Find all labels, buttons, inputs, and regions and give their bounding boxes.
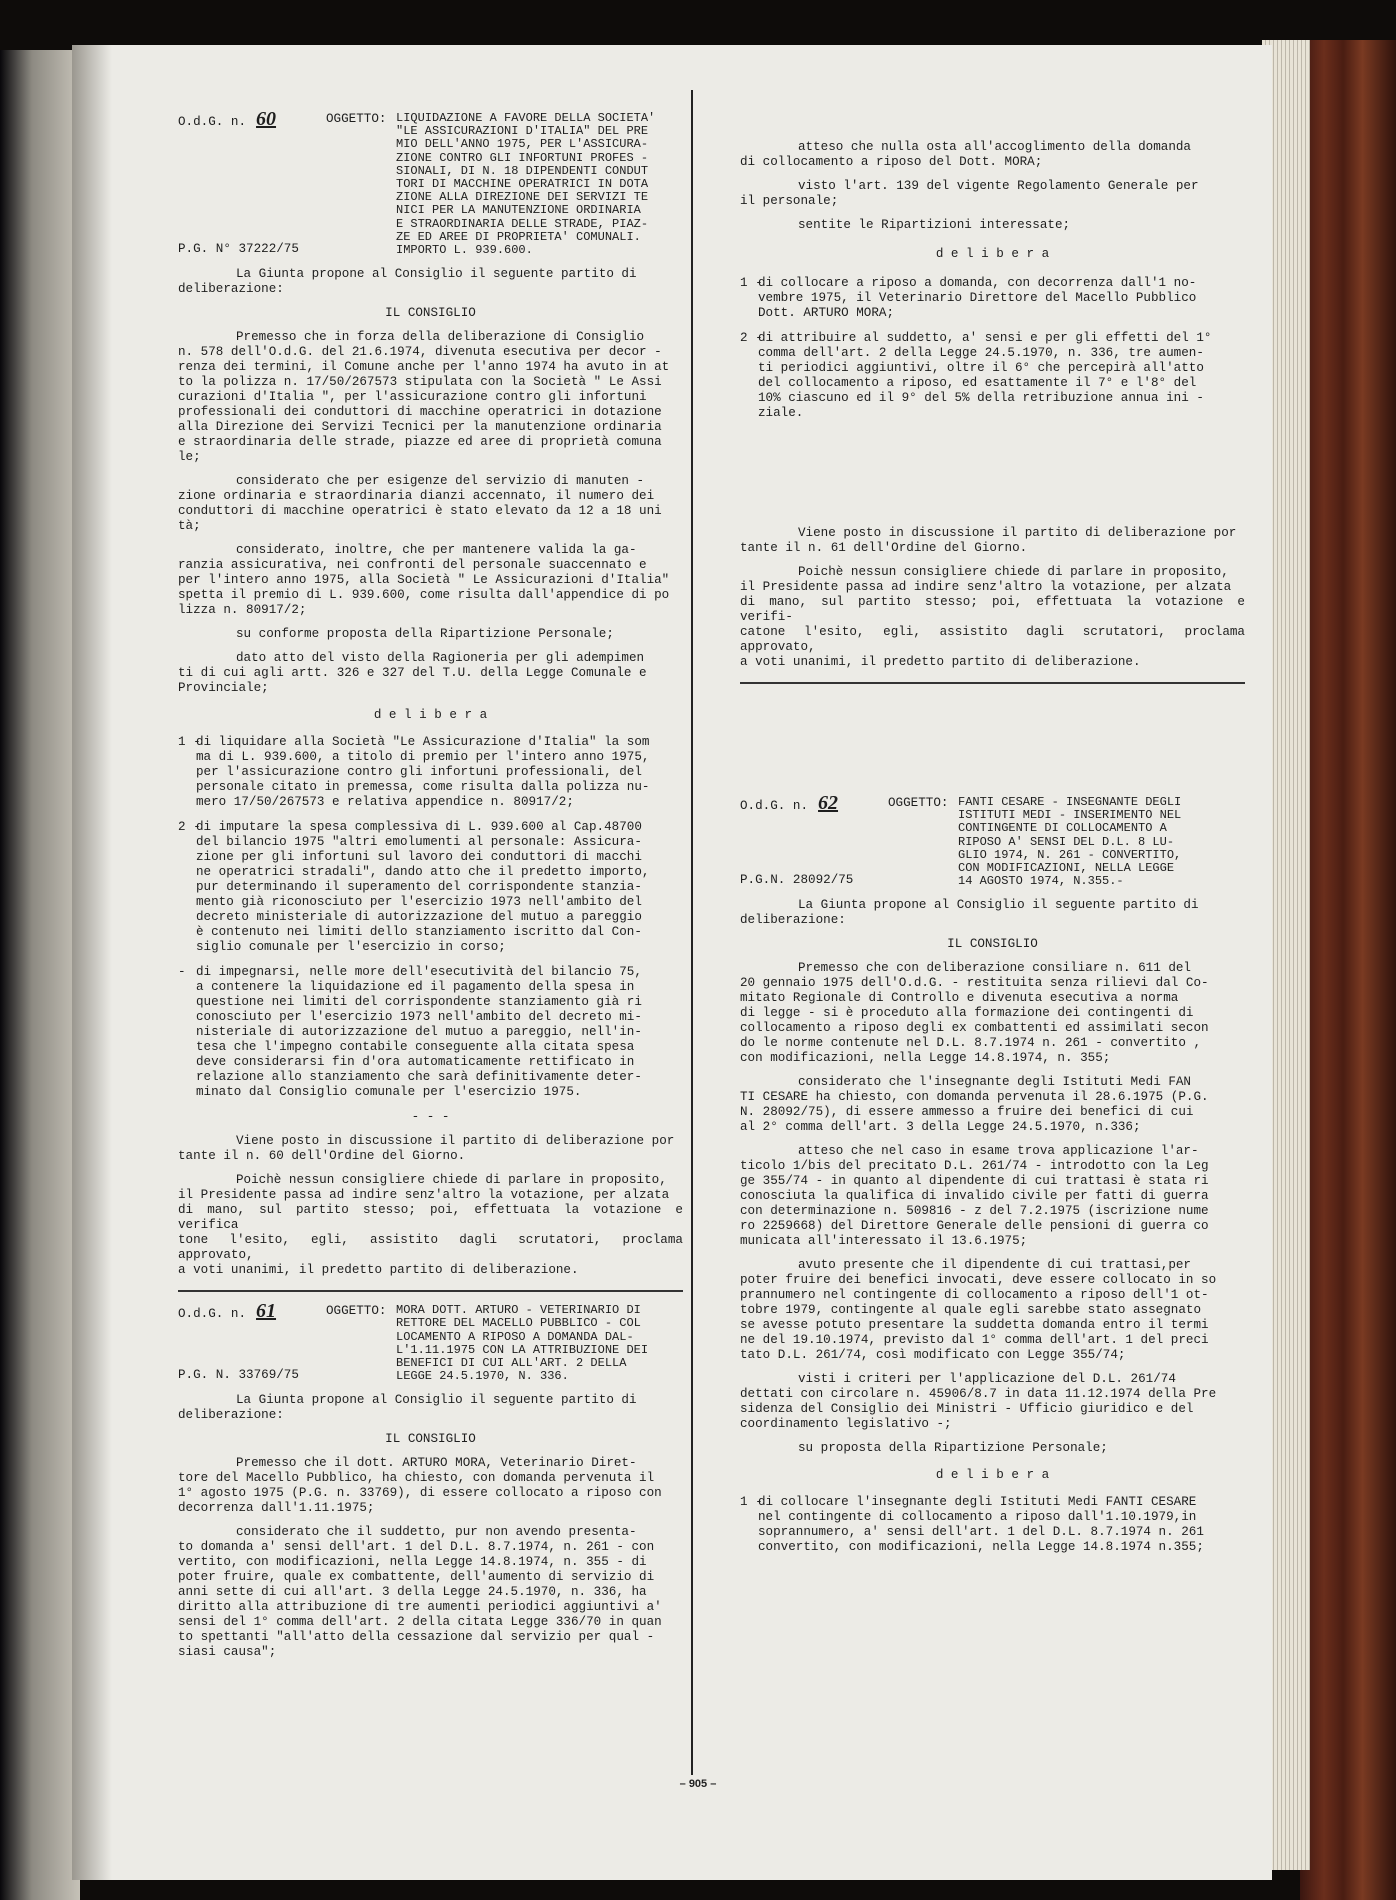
avuto-paragraph: avuto presente che il dipendente di cui trattasi,per poter fruire dei benefici invocati, deve essere collocato in so prannumero nel contingente di collocamento a riposo dell'1 ot- tobre 1979, contingente al quale egli sarebbe stato assegnato se avesse potuto presentare la suddetta domanda entro il termi ne del 19.10.1974, previsto dal 1° comma dell'art. 1 del preci tato D.L. 261/74, così modificato con Legge 355/74; [740, 1258, 1217, 1363]
delibera-point: 1 - di collocare l'insegnante degli Istituti Medi FANTI CESARE nel contingente di collocamento a riposo dall'1.10.1979,in soprannumero, a' sensi dell'art. 1 del D.L. 8.7.1974 n. 261 convertito, con modificazioni, nella Legge 14.8.1974 n.355; [740, 1495, 1204, 1555]
su-conforme-paragraph: su conforme proposta della Ripartizione Personale; [236, 627, 614, 642]
section-rule [740, 682, 1245, 684]
item-60-header [178, 108, 683, 258]
atteso-paragraph: atteso che nel caso in esame trova applicazione l'ar- ticolo 1/bis del precitato D.L. 261/74 - introdotto con la Leg ge 355/74 - in quanto al dipendente di cui trattasi è stata ri conosciuta la qualifica di invalido civile per fatti di guerra con determinazione n. 509816 - z del 7.2.1975 (iscrizione nume ro 2259668) del Direttore Generale delle pensioni di guerra co municata all'interessato il 13.6.1975; [740, 1144, 1209, 1249]
dato-atto-paragraph: dato atto del visto della Ragioneria per gli adempimen ti di cui agli artt. 326 e 327 del T.U. della Legge Comunale e Provinciale; [178, 651, 647, 696]
consiglio-heading: IL CONSIGLIO [385, 306, 476, 321]
odg-number: 62 [818, 792, 839, 814]
odg-62: O.d.G. n. 62 [740, 792, 839, 814]
proposal-text: La Giunta propone al Consiglio il seguente partito di deliberazione: [178, 267, 637, 297]
oggetto-text: LIQUIDAZIONE A FAVORE DELLA SOCIETA' "LE ASSICURAZIONI D'ITALIA" DEL PRE MIO DELL'ANNO 1975, PER L'ASSICURA- ZIONE CONTRO GLI INFORTUNI PROFES - SIONALI, DI N. 18 DIPENDENTI CONDUT TORI DI MACCHINE OPERATRICI IN DOTA ZIONE ALLA DIREZIONE DEI SERVIZI TE NICI PER LA MANUTENZIONE ORDINARIA E STRAORDINARIA DELLE STRADE, PIAZ- ZE ED AREE DI PROPRIETA' COMUNALI. IMPORTO L. 939.600. [396, 111, 656, 258]
right-column [740, 140, 1245, 1565]
consiglio-heading: IL CONSIGLIO [947, 937, 1038, 952]
considerato-paragraph: considerato che il suddetto, pur non avendo presenta- to domanda a' sensi dell'art. 1 del D.L. 8.7.1974, n. 261 - con vertito, con modificazioni, nella Legge 14.8.1974, n. 355 - di poter fruire, quale ex combattente, dell'aumento di servizio di anni sette di cui all'art. 3 della Legge 24.5.1970, n. 336, ha diritto alla attribuzione di tre aumenti periodici aggiuntivi a' sensi del 1° comma dell'art. 2 della citata Legge 336/70 in quan to spettanti "all'atto della cessazione dal servizio per qual - siasi causa"; [178, 1525, 662, 1660]
premesso-paragraph: Premesso che il dott. ARTURO MORA, Veterinario Diret- tore del Macello Pubblico, ha chiesto, con domanda pervenuta il 1° agosto 1975 (P.G. n. 33769), di essere collocato a riposo con decorrenza dall'1.11.1975; [178, 1456, 662, 1516]
odg-60: O.d.G. n. 60 [178, 108, 277, 130]
page-crease [72, 45, 112, 1880]
considerato-paragraph: considerato che l'insegnante degli Istituti Medi FAN TI CESARE ha chiesto, con domanda pervenuta il 28.6.1975 (P.G. N. 28092/75), di essere ammesso a fruire dei benefici di cui al 2° comma dell'art. 3 della Legge 24.5.1970, n.336; [740, 1075, 1209, 1135]
delibera-heading: d e l i b e r a [373, 708, 488, 723]
marbled-book-edge [1300, 40, 1396, 1900]
oggetto-label: OGGETTO: [326, 112, 387, 126]
delibera-point: 1 - di collocare a riposo a domanda, con decorrenza dall'1 no- vembre 1975, il Veterinario Direttore del Macello Pubblico Dott. ARTURO MORA; [740, 276, 1197, 320]
item-62-header [740, 792, 1245, 889]
su-proposta-paragraph: su proposta della Ripartizione Personale; [798, 1441, 1108, 1456]
odg-number: 60 [256, 108, 277, 130]
proposal-text: La Giunta propone al Consiglio il seguente partito di deliberazione: [740, 898, 1199, 928]
oggetto-text: MORA DOTT. ARTURO - VETERINARIO DI RETTORE DEL MACELLO PUBBLICO - COL LOCAMENTO A RIPOSO A DOMANDA DAL- L'1.11.1975 CON LA ATTRIBUZIONE DEI BENEFICI DI CUI ALL'ART. 2 DELLA LEGGE 24.5.1970, N. 336. [396, 1303, 649, 1384]
delibera-heading: d e l i b e r a [935, 1468, 1050, 1483]
poiche-paragraph: Poichè nessun consigliere chiede di parlare in proposito, il Presidente passa ad indire senz'altro la votazione, per alzata di mano, sul partito stesso; poi, effettuata la votazione e verifica tone l'esito, egli, assistito dagli scrutatori, proclama approvato, a voti unanimi, il predetto partito di deliberazione. [178, 1173, 683, 1278]
page-number: – 905 – [679, 1778, 717, 1790]
visto-paragraph: visto l'art. 139 del vigente Regolamento Generale per il personale; [740, 179, 1199, 208]
left-column [178, 108, 683, 1669]
item-61-header [178, 1300, 683, 1384]
visti-paragraph: visti i criteri per l'applicazione del D.L. 261/74 dettati con circolare n. 45906/8.7 in data 11.12.1974 della Pre sidenza del Consiglio dei Ministri - Ufficio giuridico e del coordinamento legislativo -; [740, 1372, 1217, 1432]
considerato-paragraph: considerato che per esigenze del servizio di manuten - zione ordinaria e straordinaria dianzi accennato, il numero dei conduttori di macchine operatrici è stato elevato da 12 a 18 uni tà; [178, 474, 662, 534]
column-divider [691, 90, 693, 1775]
delibera-point: 1 - di liquidare alla Società "Le Assicurazione d'Italia" la som ma di L. 939.600, a titolo di premio per l'intero anno 1975, per l'assicurazione contro gli infortuni professionali, del personale citato in premessa, come risulta dalla polizza nu- mero 17/50/267573 e relativa appendice n. 80917/2; [178, 735, 650, 810]
premesso-paragraph: Premesso che con deliberazione consiliare n. 611 del 20 gennaio 1975 dell'O.d.G. - restituita senza rilievi dal Co- mitato Regionale di Controllo e divenuta esecutiva a norma di legge - si è proceduto alla formazione dei contingenti di collocamento a riposo degli ex combattenti ed assimilati secon do le norme contenute nel D.L. 8.7.1974 n. 261 - convertito , con modificazioni, nella Legge 14.8.1974, n. 355; [740, 961, 1209, 1066]
delibera-heading: d e l i b e r a [935, 247, 1050, 261]
atteso-paragraph: atteso che nulla osta all'accoglimento della domanda di collocamento a riposo del Dott. MORA; [740, 140, 1191, 169]
delibera-point: 2 - di attribuire al suddetto, a' sensi e per gli effetti del 1° comma dell'art. 2 della Legge 24.5.1970, n. 336, tre aumen- ti periodici aggiuntivi, oltre il 6° che percepirà all'atto del collocamento a riposo, ed esattamente il 7° e l'8° del 10% ciascuno ed il 9° del 5% della retribuzione annua ini - ziale. [740, 331, 1212, 420]
poiche-paragraph: Poichè nessun consigliere chiede di parlare in proposito, il Presidente passa ad indire senz'altro la votazione, per alzata di mano, sul partito stesso; poi, effettuata la votazione e verifi- catone l'esito, egli, assistito dagli scrutatori, proclama approvato, a voti unanimi, il predetto partito di deliberazione. [740, 565, 1245, 669]
viene-posto-paragraph: Viene posto in discussione il partito di deliberazione por tante il n. 61 dell'Ordine del Giorno. [740, 526, 1237, 555]
pg-number: P.G. N° 37222/75 [178, 242, 299, 257]
pg-number: P.G. N. 33769/75 [178, 1368, 299, 1383]
section-rule [178, 1290, 683, 1292]
separator-dashes: - - - [411, 1110, 450, 1125]
consiglio-heading: IL CONSIGLIO [385, 1432, 476, 1447]
delibera-point: 2 - di imputare la spesa complessiva di L. 939.600 al Cap.48700 del bilancio 1975 "altri emolumenti al personale: Assicura- zione per gli infortuni sul lavoro dei conduttori di macchi ne operatrici stradali", dando atto che il predetto importo, pur determinando il superamento del corrispondente stanzia- mento già riconosciuto per l'esercizio 1973 nell'ambito del decreto ministeriale di autorizzazione del mutuo a pareggio è contenuto nei limiti dello stanziamento iscritto dal Con- siglio comunale per l'esercizio in corso; [178, 820, 650, 955]
proposal-text: La Giunta propone al Consiglio il seguente partito di deliberazione: [178, 1393, 637, 1423]
oggetto-text: FANTI CESARE - INSEGNANTE DEGLI ISTITUTI MEDI - INSERIMENTO NEL CONTINGENTE DI COLLOCAMENTO A RIPOSO A' SENSI DEL D.L. 8 LU- GLIO 1974, N. 261 - CONVERTITO, CON MODIFICAZIONI, NELLA LEGGE 14 AGOSTO 1974, N.355.- [958, 795, 1182, 889]
oggetto-label: OGGETTO: [888, 796, 949, 810]
pg-number: P.G.N. 28092/75 [740, 873, 854, 888]
odg-61: O.d.G. n. 61 [178, 1300, 277, 1323]
considerato-inoltre-paragraph: considerato, inoltre, che per mantenere valida la ga- ranzia assicurativa, nei confronti del personale suaccennato e per l'intero anno 1975, alla Società " Le Assicurazioni d'Italia" spetta il premio di L. 939.600, come risulta dall'appendice di po lizza n. 80917/2; [178, 543, 670, 618]
premesso-paragraph: Premesso che in forza della deliberazione di Consiglio n. 578 dell'O.d.G. del 21.6.1974, divenuta esecutiva per decor - renza dei termini, il Comune anche per l'anno 1974 ha avuto in at to la polizza n. 17/50/267573 stipulata con la Società " Le Assi curazioni d'Italia ", per l'assicurazione contro gli infortuni professionali dei conduttori di macchine operatrici in dotazione alla Direzione dei Servizi Tecnici per la manutenzione ordinaria e straordinaria delle strade, piazze ed aree di proprietà comuna le; [178, 330, 670, 465]
sentite-paragraph: sentite le Ripartizioni interessate; [798, 218, 1071, 232]
delibera-point: - di impegnarsi, nelle more dell'esecutività del bilancio 75, a contenere la liquidazione ed il pagamento della spesa in questione nei limiti del corrispondente stanziamento già ri conosciuto per l'esercizio 1973 nell'ambito del decreto mi- nisteriale di autorizzazione del mutuo a pareggio, nell'in- tesa che l'impegno contabile conseguente alla citata spesa deve considerarsi fin d'ora automaticamente rettificato in relazione allo stanziamento che sarà definitivamente deter- minato dal Consiglio comunale per l'esercizio 1975. [178, 965, 642, 1100]
book-left-edge [0, 50, 80, 1900]
viene-posto-paragraph: Viene posto in discussione il partito di deliberazione por tante il n. 60 dell'Ordine del Giorno. [178, 1134, 675, 1164]
oggetto-label: OGGETTO: [326, 1304, 387, 1319]
spacer [740, 696, 1245, 796]
odg-number: 61 [256, 1300, 277, 1323]
spacer [740, 431, 1245, 526]
